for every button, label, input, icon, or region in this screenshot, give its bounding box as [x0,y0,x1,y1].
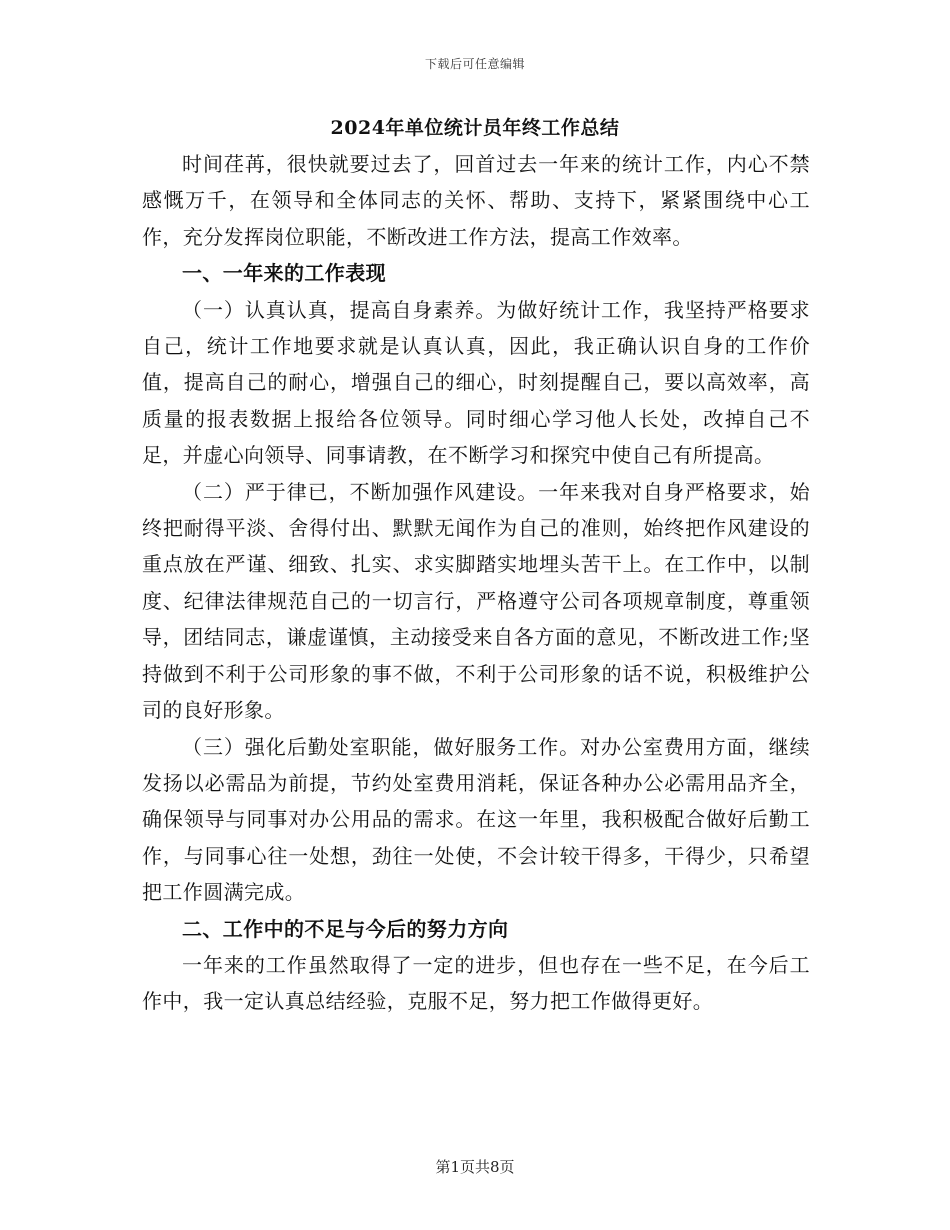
page-footer: 第1页共8页 [435,1158,515,1176]
section-1-paragraph-1: （一）认真认真，提高自身素养。为做好统计工作，我坚持严格要求自己，统计工作地要求就是认真认真，因此，我正确认识自身的工作价值，提高自己的耐心，增强自己的细心，时刻提醒自己，要以高效率，高质量的报表数据上报给各位领导。同时细心学习他人长处，改掉自己不足，并虚心向领导、同事请教，在不断学习和探究中使自己有所提高。 [142,297,810,468]
document-body [142,146,810,1020]
section-1-paragraph-2: （二）严于律已，不断加强作风建设。一年来我对自身严格要求，始终把耐得平淡、舍得付出、默默无闻作为自己的准则，始终把作风建设的重点放在严谨、细致、扎实、求实脚踏实地埋头苦干上。在工作中，以制度、纪律法律规范自己的一切言行，严格遵守公司各项规章制度，尊重领导，团结同志，谦虚谨慎，主动接受来自各方面的意见，不断改进工作;坚持做到不利于公司形象的事不做，不利于公司形象的话不说，积极维护公司的良好形象。 [142,479,810,723]
header-note: 下载后可任意编辑 [424,57,525,71]
intro-paragraph: 时间荏苒，很快就要过去了，回首过去一年来的统计工作，内心不禁感慨万千，在领导和全体同志的关怀、帮助、支持下，紧紧围绕中心工作，充分发挥岗位职能，不断改进工作方法，提高工作效率。 [142,152,810,249]
section-1-paragraph-3: （三）强化后勤处室职能，做好服务工作。对办公室费用方面，继续发扬以必需品为前提，节约处室费用消耗，保证各种办公必需用品齐全，确保领导与同事对办公用品的需求。在这一年里，我积极配合做好后勤工作，与同事心往一处想，劲往一处使，不会计较干得多，干得少，只希望把工作圆满完成。 [142,734,810,905]
section-2-heading: 二、工作中的不足与今后的努力方向 [182,916,509,941]
section-2-paragraph-1: 一年来的工作虽然取得了一定的进步，但也存在一些不足，在今后工作中，我一定认真总结经验，克服不足，努力把工作做得更好。 [142,952,810,1014]
section-1-heading: 一、一年来的工作表现 [182,261,386,286]
document-title: 2024年单位统计员年终工作总结 [330,117,620,139]
